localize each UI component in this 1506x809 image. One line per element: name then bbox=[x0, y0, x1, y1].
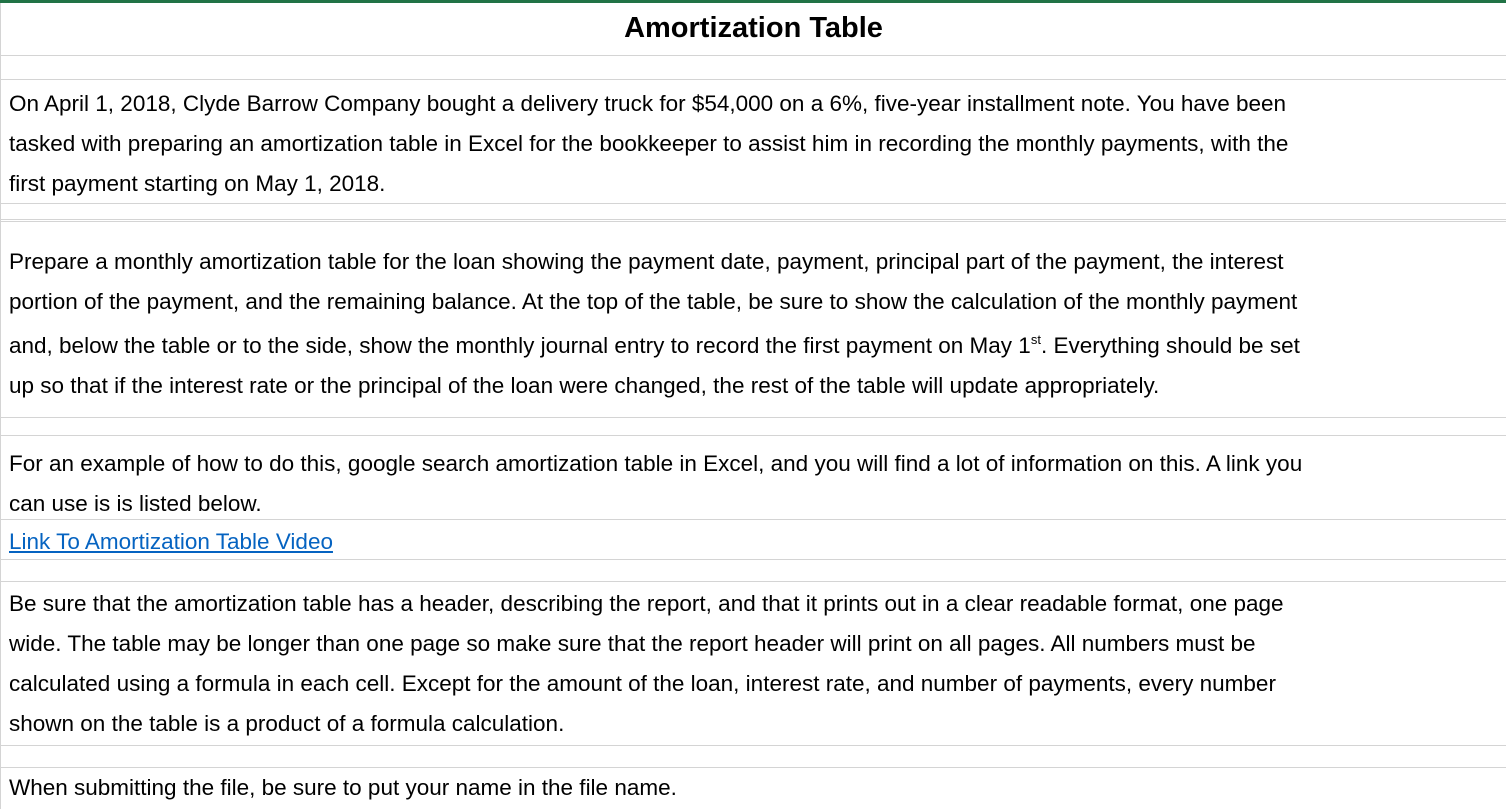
spacer-row[interactable] bbox=[0, 746, 1506, 768]
text-line-with-superscript bbox=[9, 322, 1498, 366]
spacer-row[interactable] bbox=[0, 560, 1506, 582]
title-row[interactable] bbox=[0, 3, 1506, 56]
text-line: Be sure that the amortization table has a header, describing the report, and that it prints out in a clear readable format, one page bbox=[9, 591, 1284, 616]
paragraph-instructions bbox=[9, 242, 1498, 417]
paragraph-row[interactable] bbox=[0, 80, 1506, 204]
paragraph-purchase-description bbox=[9, 84, 1498, 203]
text-line: For an example of how to do this, google search amortization table in Excel, and you will find a lot of information on this. A link you bbox=[9, 451, 1303, 476]
text-line: can use is is listed below. bbox=[9, 491, 262, 516]
text-line: portion of the payment, and the remaining balance. At the top of the table, be sure to show the calculation of the monthly payment bbox=[9, 289, 1298, 314]
text-line: calculated using a formula in each cell. Except for the amount of the loan, interest rate, and number of payments, every number bbox=[9, 671, 1276, 696]
paragraph-example-reference bbox=[9, 444, 1498, 519]
link-cell bbox=[9, 522, 1498, 559]
text-line: first payment starting on May 1, 2018. bbox=[9, 171, 386, 196]
text-line: tasked with preparing an amortization table in Excel for the bookkeeper to assist him in recording the monthly payments, with the bbox=[9, 131, 1289, 156]
superscript: st bbox=[1030, 332, 1041, 347]
spacer-row[interactable] bbox=[0, 56, 1506, 80]
amortization-video-link[interactable]: Link To Amortization Table Video bbox=[9, 529, 333, 554]
paragraph-row[interactable] bbox=[0, 222, 1506, 418]
text-line: shown on the table is a product of a formula calculation. bbox=[9, 711, 565, 736]
paragraph-formatting-requirements bbox=[9, 584, 1498, 745]
spacer-row[interactable] bbox=[0, 204, 1506, 220]
text-line: wide. The table may be longer than one page so make sure that the report header will print on all pages. All numbers must be bbox=[9, 631, 1256, 656]
paragraph-row[interactable] bbox=[0, 768, 1506, 809]
text-line: up so that if the interest rate or the principal of the loan were changed, the rest of the table will update appropriately. bbox=[9, 373, 1160, 398]
text-fragment: . Everything should be set bbox=[1040, 333, 1300, 358]
text-line: Prepare a monthly amortization table for the loan showing the payment date, payment, principal part of the payment, the interest bbox=[9, 249, 1284, 274]
link-row[interactable] bbox=[0, 520, 1506, 560]
paragraph-row[interactable] bbox=[0, 436, 1506, 520]
text-line: When submitting the file, be sure to put your name in the file name. bbox=[9, 775, 677, 800]
paragraph-row[interactable] bbox=[0, 582, 1506, 746]
text-fragment: and, below the table or to the side, show the monthly journal entry to record the first payment on May 1 bbox=[9, 333, 1031, 358]
spacer-row[interactable] bbox=[0, 418, 1506, 436]
sheet-title: Amortization Table bbox=[624, 12, 883, 44]
paragraph-submission-note bbox=[9, 768, 1498, 809]
text-line: On April 1, 2018, Clyde Barrow Company bought a delivery truck for $54,000 on a 6%, five-year installment note. You have been bbox=[9, 91, 1287, 116]
